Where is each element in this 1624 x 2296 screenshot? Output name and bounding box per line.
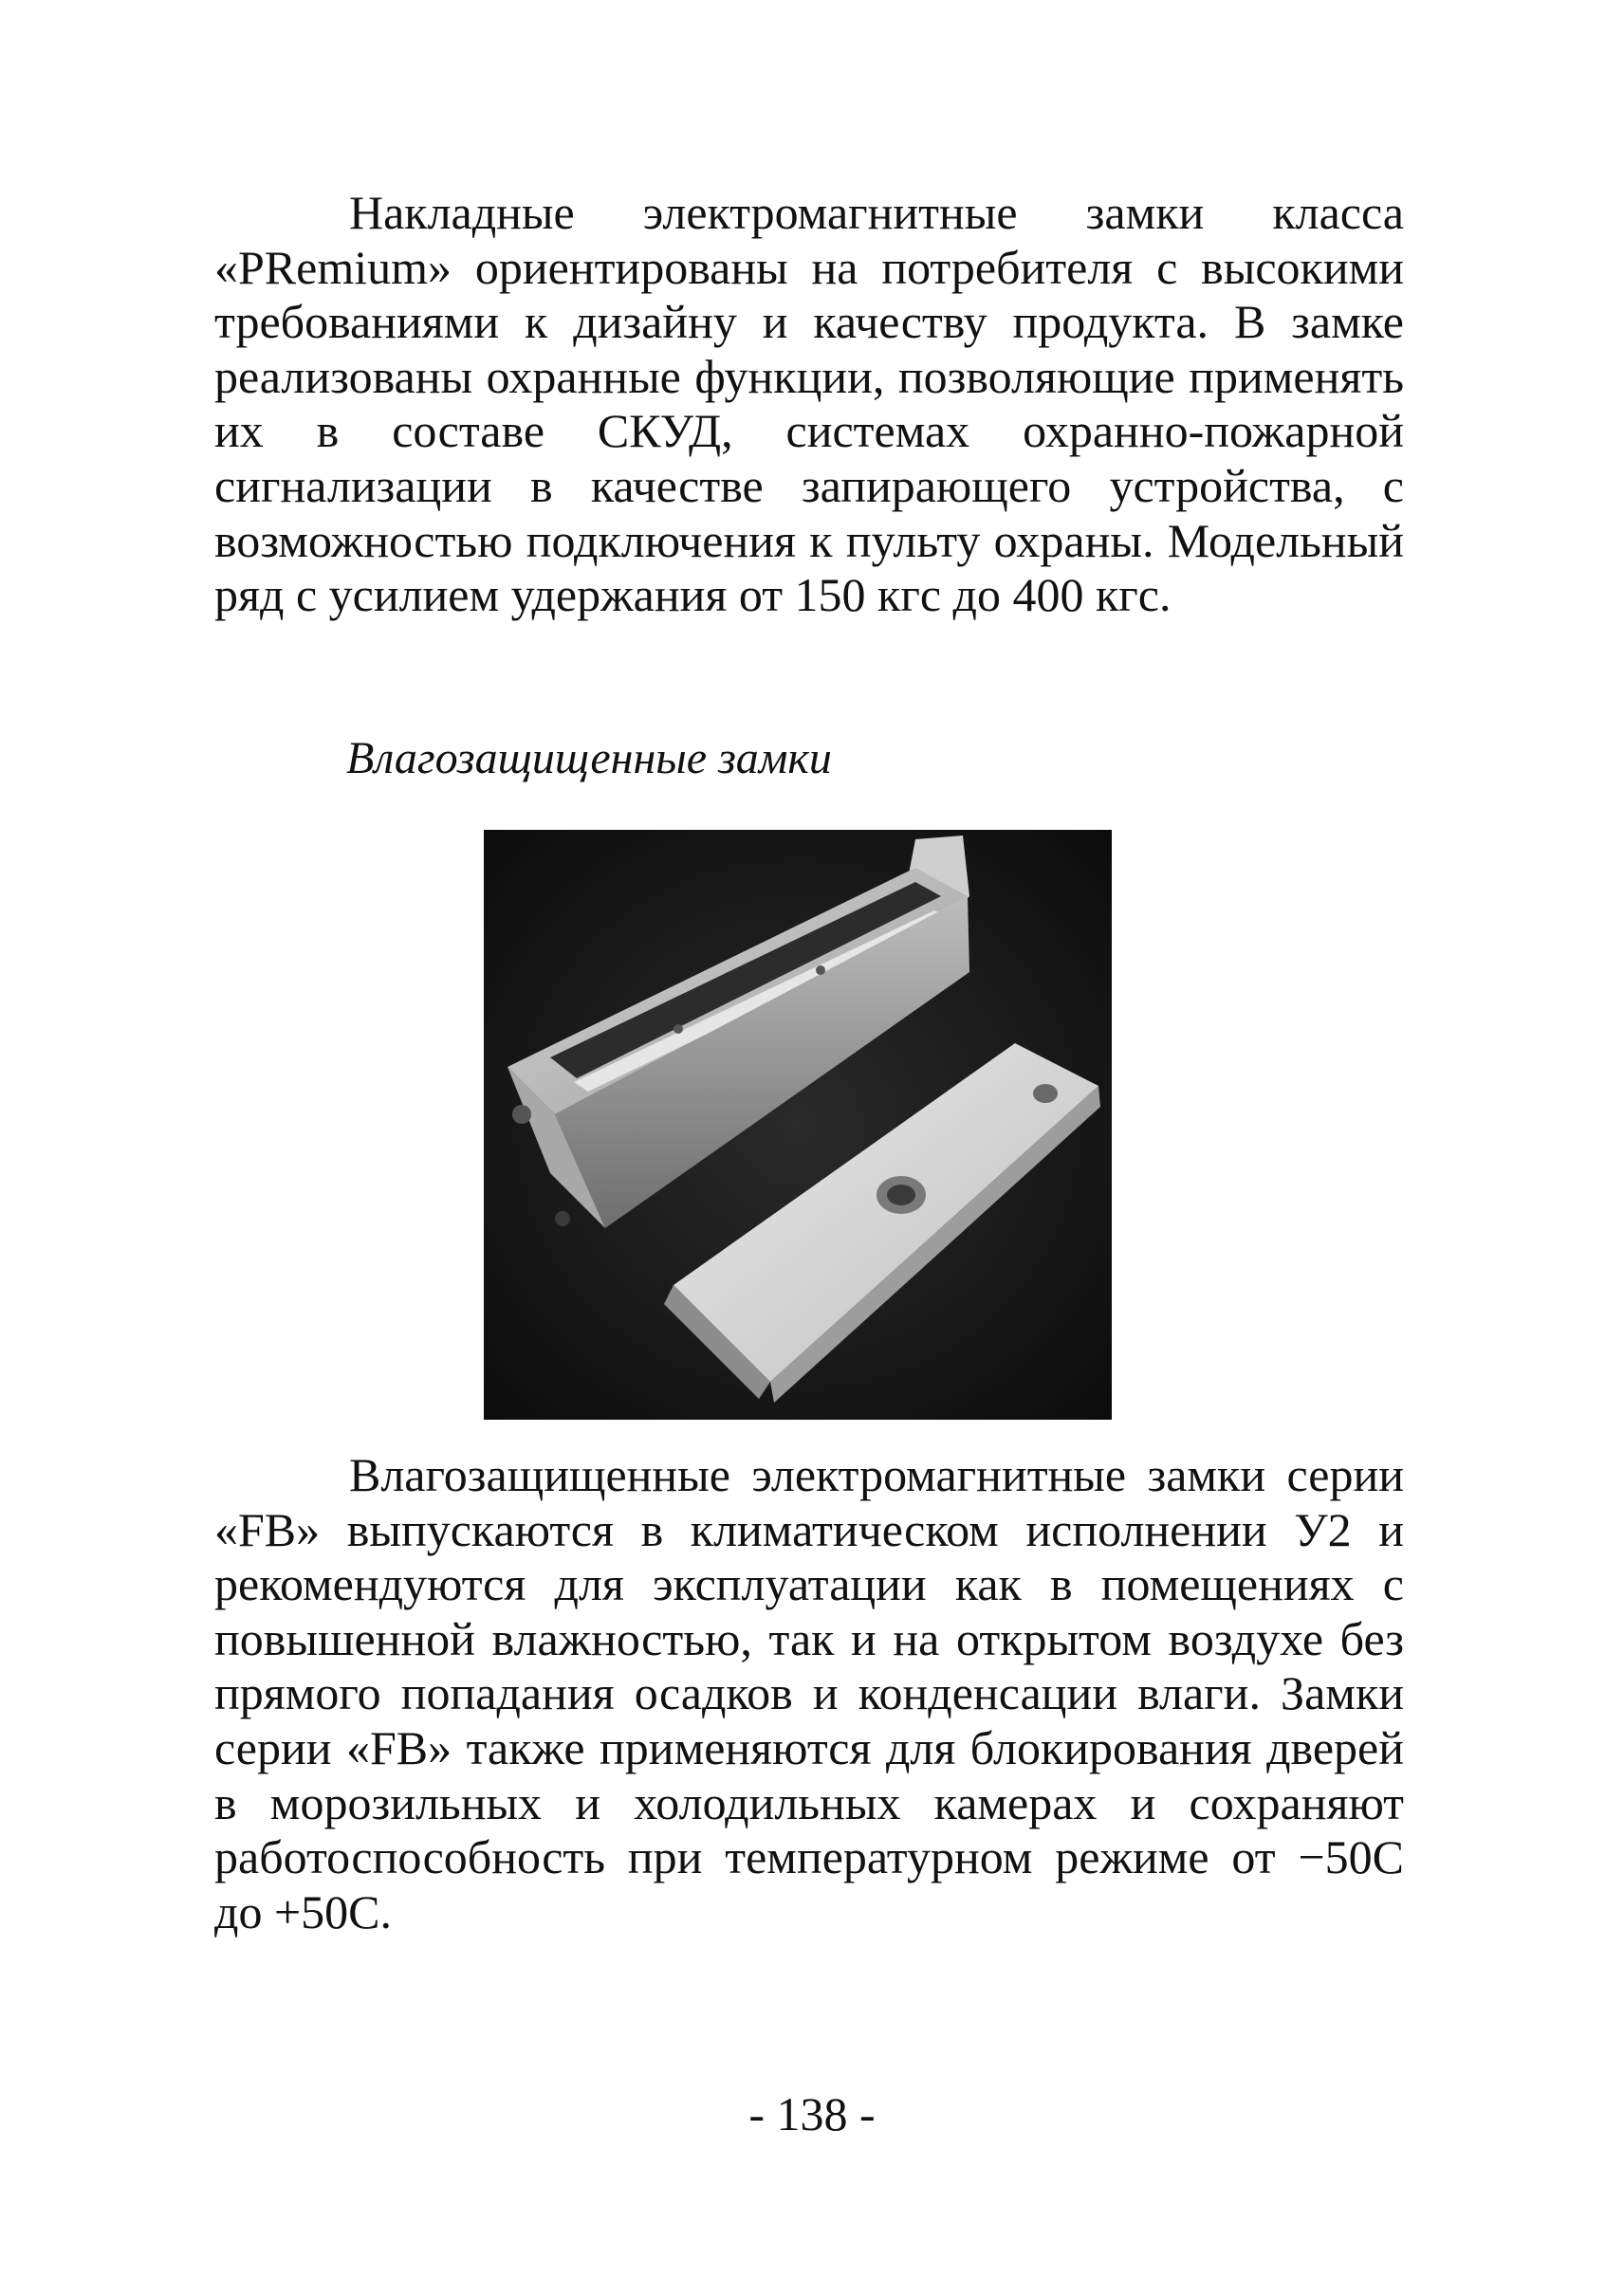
section-heading: Влагозащищенные замки: [346, 733, 832, 783]
electromagnetic-lock-image: [484, 830, 1112, 1420]
paragraph-premium-locks: Накладные электромагнитные замки класса «PRemium» ориентированы на потребителя с высокими требованиями к дизайну и качеству продукта. В замке реализованы охранные функции, позволяющие применять их в составе СКУД, системах охранно-пожарной сигнализации в качестве запирающего устройства, с возможностью подключения к пульту охраны. Модельный ряд с усилием удержания от 150 кгс до 400 кгс.: [214, 186, 1404, 622]
lock-photo: [484, 830, 1112, 1420]
paragraph-fb-locks: Влагозащищенные электромагнитные замки серии «FB» выпускаются в климатическом исполнении У2 и рекомендуются для эксплуатации как в помещениях с повышенной влажностью, так и на открытом воздухе без прямого попадания осадков и конденсации влаги. Замки серии «FB» также применяются для блокирования дверей в морозильных и холодильных камерах и сохраняют работоспособность при температурном режиме от −50С до +50С.: [214, 1448, 1404, 1938]
page-number: - 138 -: [748, 2087, 876, 2140]
